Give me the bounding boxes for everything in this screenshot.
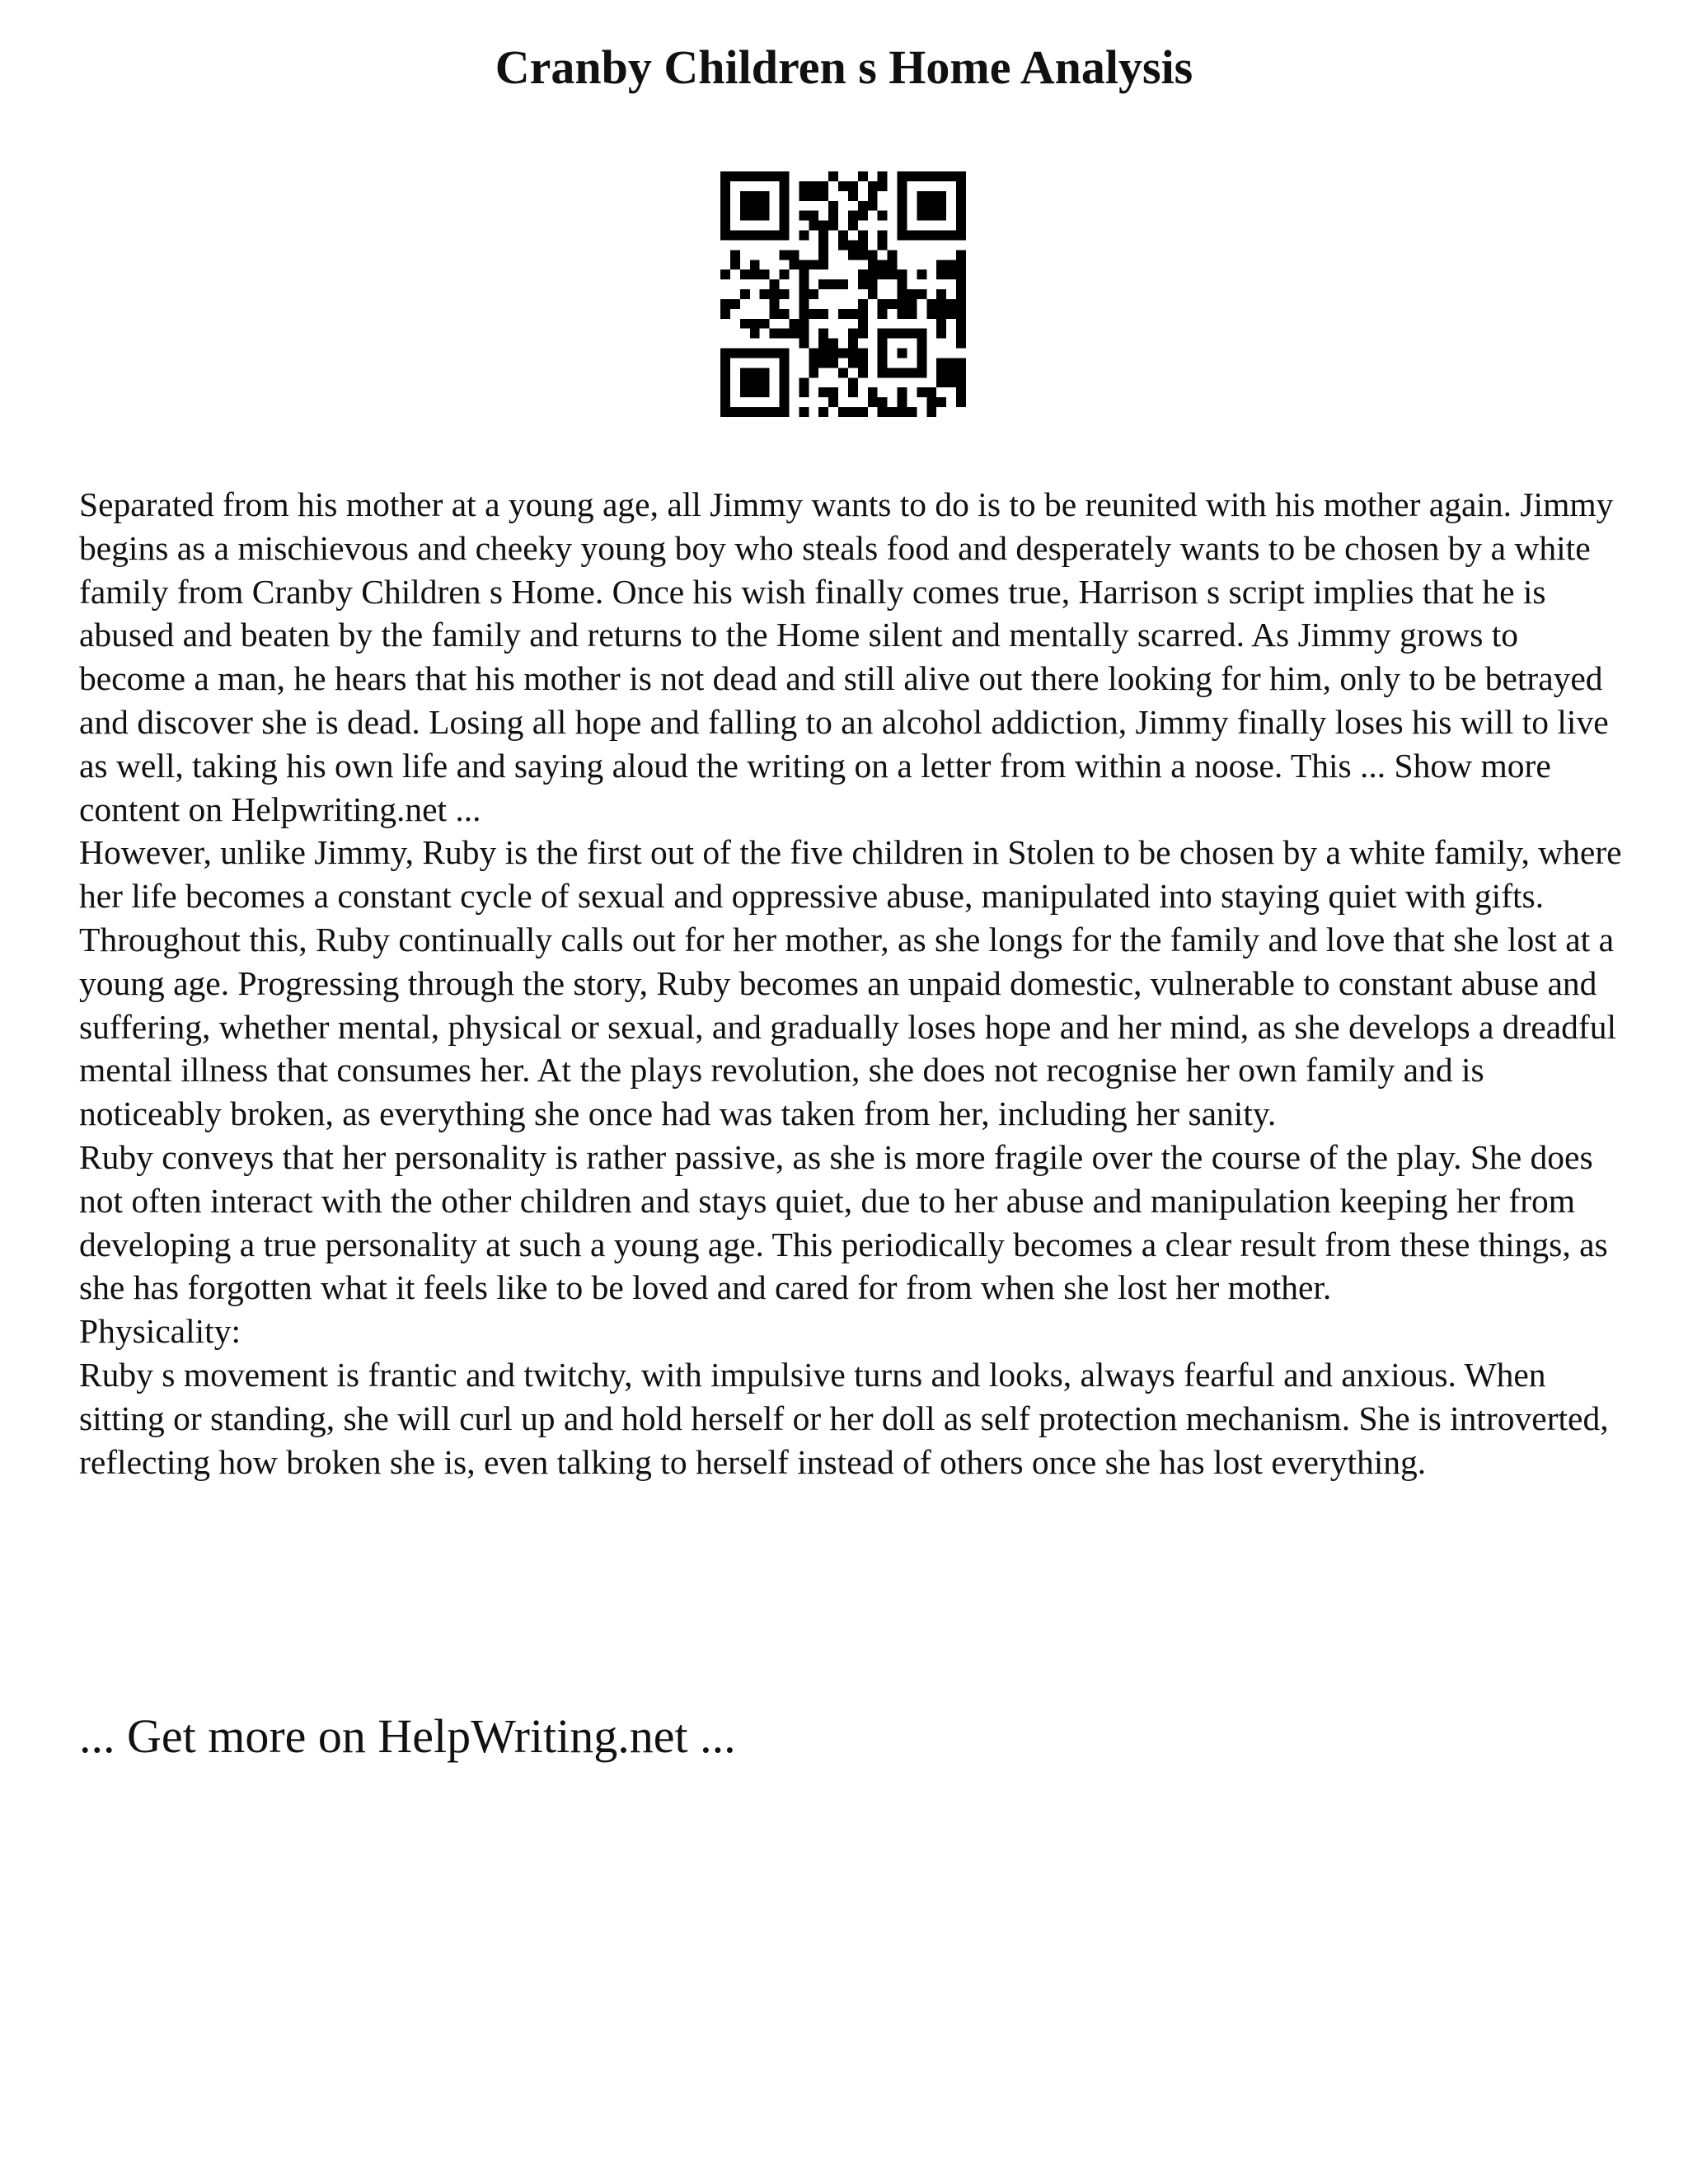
heading-physicality: Physicality: — [79, 1312, 241, 1351]
paragraph-ruby-physicality: Ruby s movement is frantic and twitchy, with impulsive turns and looks, always fearful and anxious. When sitting or standing, she will curl up and hold herself or her doll as self protection mechanism. She is introverted, reflecting how broken she is, even talking to herself instead of others once she has lost everything. — [79, 1355, 1609, 1481]
paragraph-ruby-intro: However, unlike Jimmy, Ruby is the first out of the five children in Stolen to be chosen by a white family, where her life becomes a constant cycle of sexual and oppressive abuse, manipulated into staying quiet with gifts. Throughout this, Ruby continually calls out for her mother, as she longs for the family and love that she lost at a young age. Progressing through the story, Ruby becomes an unpaid domestic, vulnerable to constant abuse and suffering, whether mental, physical or sexual, and gradually loses hope and her mind, as she develops a dreadful mental illness that consumes her. At the plays revolution, she does not recognise her own family and is noticeably broken, as everything she once had was taken from her, including her sanity. — [79, 833, 1622, 1133]
paragraph-jimmy: Separated from his mother at a young age, all Jimmy wants to do is to be reunited with his mother again. Jimmy begins as a mischievous and cheeky young boy who steals food and desperately wants to be chosen by a white family from Cranby Children s Home. Once his wish finally comes true, Harrison s script implies that he is abused and beaten by the family and returns to the Home silent and mentally scarred. As Jimmy grows to become a man, he hears that his mother is not dead and still alive out there looking for him, only to be betrayed and discover she is dead. Losing all hope and falling to an alcohol addiction, Jimmy finally loses his will to live as well, taking his own life and saying aloud the writing on a letter from within a noose. This ... Show more content on Helpwriting.net ... — [79, 485, 1614, 828]
get-more-link[interactable]: ... Get more on HelpWriting.net ... — [79, 1709, 736, 1763]
qr-code-icon — [720, 171, 966, 417]
paragraph-ruby-personality: Ruby conveys that her personality is rather passive, as she is more fragile over the course of the play. She does not often interact with the other children and stays quiet, due to her abuse and manipulation keeping her from developing a true personality at such a young age. This periodically becomes a clear result from these things, as she has forgotten what it feels like to be loved and cared for from when she lost her mother. — [79, 1137, 1608, 1307]
page-title: Cranby Children s Home Analysis — [495, 40, 1193, 94]
article-body — [79, 483, 1629, 1483]
